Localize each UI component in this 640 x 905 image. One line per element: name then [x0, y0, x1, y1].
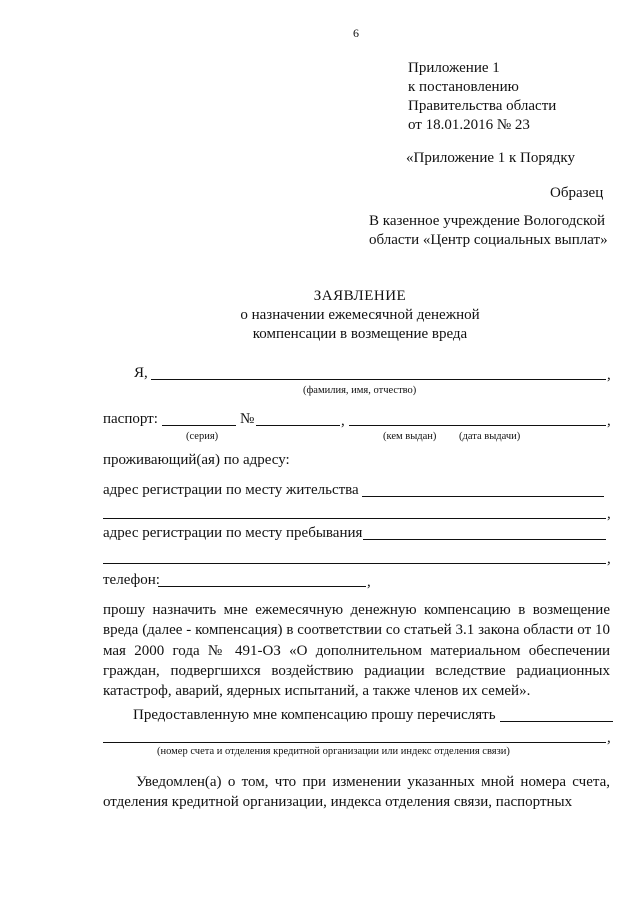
appendix-line-1: Приложение 1 [408, 60, 500, 76]
addressee-line-1: В казенное учреждение Вологодской [369, 213, 606, 229]
reg-stay-comma: , [607, 551, 611, 567]
series-hint: (серия) [186, 431, 219, 442]
passport-issued-field[interactable] [349, 425, 606, 426]
addressee-line-2: области «Центр социальных выплат» [369, 232, 608, 248]
appendix-line-3: Правительства области [408, 98, 557, 114]
reg-residence-comma: , [607, 506, 611, 522]
phone-comma: , [367, 574, 371, 590]
sample-label: Образец [550, 185, 604, 201]
appendix-line-4: от 18.01.2016 № 23 [408, 117, 530, 133]
request-paragraph: прошу назначить мне ежемесячную денежную компенсацию в возмещение вреда (далее - компенсация) в соответствии со статьей 3.1 закона области от 10 мая 2000 года № 491-ОЗ «О дополнительном материальном обеспечении граждан, подвергшихся воздействию радиации вследствие радиационных катастроф, аварий, ядерных испытаний, а также членов их семей». [103, 602, 610, 700]
transfer-field[interactable] [500, 721, 613, 722]
fio-comma: , [607, 367, 611, 383]
phone-label: телефон: [103, 572, 160, 588]
subtitle-line-2: компенсации в возмещение вреда [252, 326, 468, 342]
document-title: ЗАЯВЛЕНИЕ [313, 288, 407, 304]
page-number: 6 [353, 26, 359, 40]
reg-stay-field[interactable] [363, 539, 606, 540]
appendix-line-2: к постановлению [408, 79, 519, 95]
account-hint: (номер счета и отделения кредитной организации или индекс отделения связи) [157, 746, 510, 757]
reg-stay-field-2[interactable] [103, 563, 606, 564]
account-comma: , [607, 730, 611, 746]
passport-series-field[interactable] [162, 425, 236, 426]
account-field[interactable] [103, 742, 606, 743]
appendix-order: «Приложение 1 к Порядку [406, 150, 575, 166]
passport-comma-1: , [341, 413, 345, 429]
number-sign: № [240, 411, 255, 427]
transfer-text: Предоставленную мне компенсацию прошу перечислять [133, 707, 496, 723]
reg-residence-field[interactable] [362, 496, 604, 497]
notice-paragraph: Уведомлен(а) о том, что при изменении указанных мной номера счета, отделения кредитной организации, индекса отделения связи, паспортных [103, 774, 610, 811]
subtitle-line-1: о назначении ежемесячной денежной [240, 307, 480, 323]
fio-field[interactable] [151, 379, 606, 380]
reg-residence-field-2[interactable] [103, 518, 606, 519]
passport-label: паспорт: [103, 411, 158, 427]
phone-field[interactable] [158, 586, 366, 587]
issue-date-hint: (дата выдачи) [459, 431, 521, 442]
i-label: Я, [134, 365, 148, 381]
fio-hint: (фамилия, имя, отчество) [303, 385, 417, 396]
reg-stay-label: адрес регистрации по месту пребывания [103, 525, 363, 541]
passport-comma-2: , [607, 413, 611, 429]
residing-label: проживающий(ая) по адресу: [103, 452, 290, 468]
passport-number-field[interactable] [256, 425, 340, 426]
reg-residence-label: адрес регистрации по месту жительства [103, 482, 359, 498]
issued-by-hint: (кем выдан) [383, 431, 437, 442]
